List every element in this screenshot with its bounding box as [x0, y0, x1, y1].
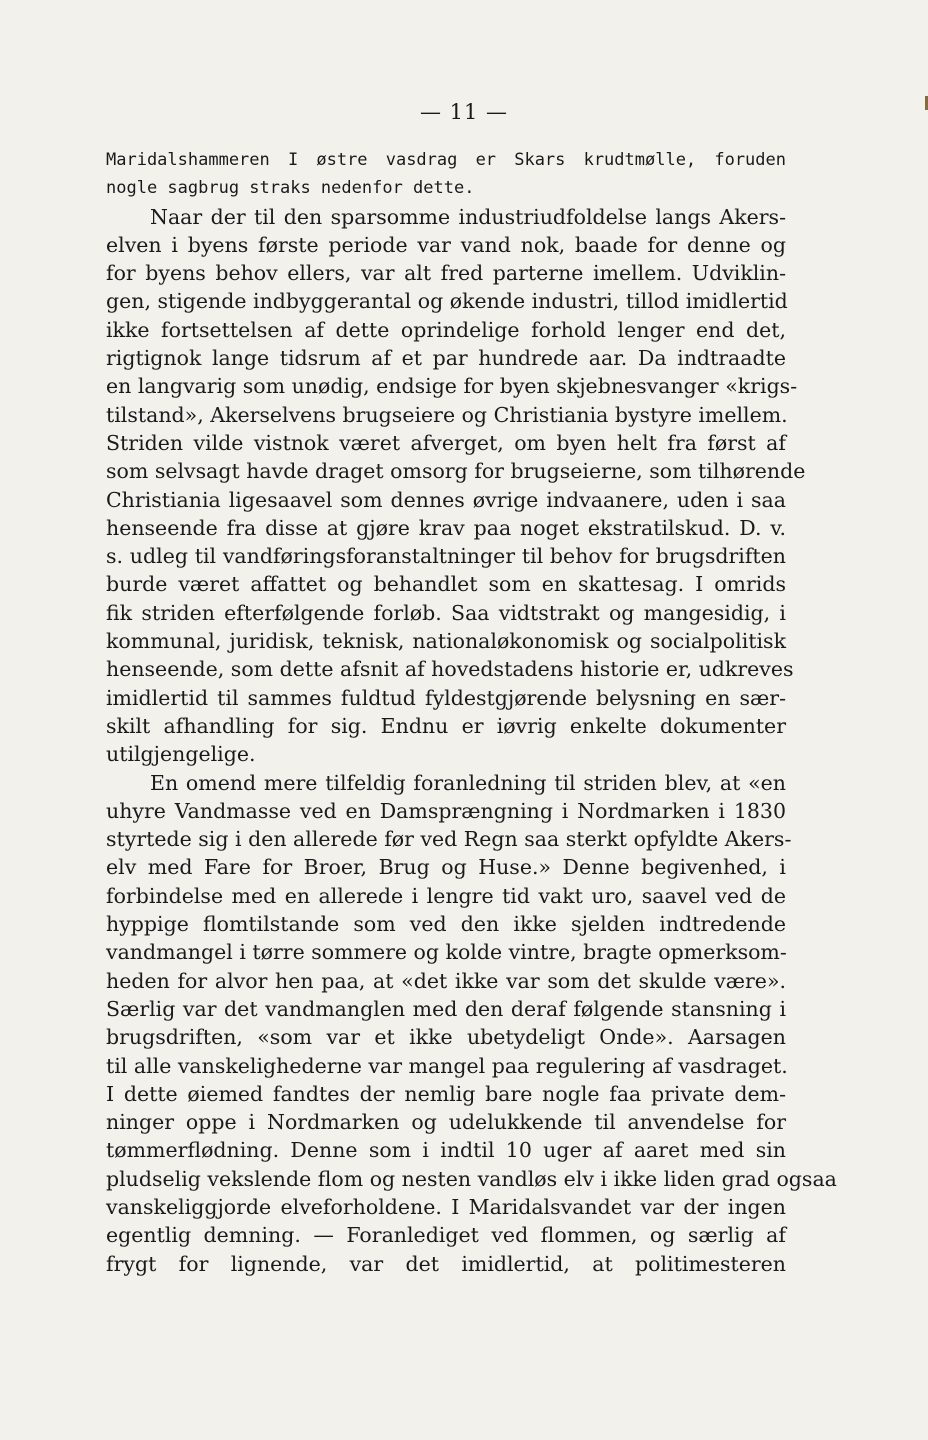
text-line: rigtignok lange tidsrum af et par hundrede aar. Da indtraadte — [106, 346, 786, 371]
text-line: Striden vilde vistnok været afverget, om byen helt fra først af — [106, 430, 786, 455]
text-line: henseende, som dette afsnit af hovedstadens historie er, udkreves — [106, 657, 794, 682]
text-line: I dette øiemed fandtes der nemlig bare nogle faa private dem- — [106, 1081, 786, 1106]
text-line: en langvarig som unødig, endsige for byen skjebnesvanger «krigs- — [106, 374, 798, 399]
text-line: hyppige flomtilstande som ved den ikke sjelden indtredende — [106, 912, 786, 937]
page-number: — 11 — — [419, 100, 509, 124]
text-line: burde været affattet og behandlet som en skattesag. I omrids — [106, 572, 786, 597]
text-line: uhyre Vandmasse ved en Damsprængning i Nordmarken i 1830 — [106, 798, 786, 823]
text-line: vandmangel i tørre sommere og kolde vintre, bragte opmerksom- — [106, 940, 787, 965]
text-line: En omend mere tilfeldig foranledning til striden blev, at «en — [150, 770, 786, 795]
body-text — [106, 146, 837, 1278]
text-line: Særlig var det vandmanglen med den deraf følgende stansning i — [106, 996, 786, 1021]
text-line: s. udleg til vandføringsforanstaltninger til behov for brugsdriften — [106, 544, 786, 569]
text-line: ninger oppe i Nordmarken og udelukkende til anvendelse for — [106, 1110, 786, 1135]
text-line: utilgjengelige. — [106, 742, 256, 767]
text-line: for byens behov ellers, var alt fred parterne imellem. Udviklin- — [106, 261, 786, 286]
text-line: imidlertid til sammes fuldtud fyldestgjørende belysning en sær- — [106, 685, 786, 710]
text-line: fik striden efterfølgende forløb. Saa vidtstrakt og mangesidig, i — [106, 600, 786, 625]
text-line: brugsdriften, «som var et ikke ubetydeligt Onde». Aarsagen — [106, 1025, 786, 1050]
text-line: pludselig vekslende flom og nesten vandløs elv i ikke liden grad ogsaa — [106, 1166, 837, 1191]
text-line: tømmerflødning. Denne som i indtil 10 uger af aaret med sin — [106, 1138, 786, 1163]
text-line: tilstand», Akerselvens brugseiere og Christiania bystyre imellem. — [106, 402, 788, 427]
text-line: heden for alvor hen paa, at «det ikke var som det skulde være». — [106, 968, 786, 993]
text-line: elven i byens første periode var vand nok, baade for denne og — [106, 232, 786, 257]
text-line: styrtede sig i den allerede før ved Regn saa sterkt opfyldte Akers- — [106, 827, 792, 852]
text-line: nogle sagbrug straks nedenfor dette. — [106, 178, 475, 199]
text-line: elv med Fare for Broer, Brug og Huse.» Denne begivenhed, i — [106, 855, 786, 880]
text-line: til alle vanskelighederne var mangel paa regulering af vasdraget. — [106, 1053, 788, 1078]
text-line: forbindelse med en allerede i lengre tid vakt uro, saavel ved de — [106, 883, 786, 908]
text-line: kommunal, juridisk, teknisk, nationaløkonomisk og socialpolitisk — [106, 629, 786, 654]
text-line: egentlig demning. — Foranlediget ved flommen, og særlig af — [106, 1223, 786, 1248]
text-line: vanskeliggjorde elveforholdene. I Maridalsvandet var der ingen — [106, 1194, 786, 1219]
text-line: Christiania ligesaavel som dennes øvrige indvaanere, uden i saa — [106, 487, 786, 512]
text-line: henseende fra disse at gjøre krav paa noget ekstratilskud. D. v. — [106, 515, 786, 540]
text-line: skilt afhandling for sig. Endnu er iøvrig enkelte dokumenter — [106, 713, 786, 738]
text-line: som selvsagt havde draget omsorg for brugseierne, som tilhørende — [106, 459, 806, 484]
text-line: frygt for lignende, var det imidlertid, at politimesteren — [106, 1251, 786, 1276]
text-line: Maridalshammeren I østre vasdrag er Skars krudtmølle, foruden — [106, 150, 786, 170]
text-line: ikke fortsettelsen af dette oprindelige forhold lenger end det, — [106, 317, 786, 342]
text-line: Naar der til den sparsomme industriudfoldelse langs Akers- — [150, 204, 786, 229]
text-line: gen, stigende indbyggerantal og økende industri, tillod imidlertid — [106, 289, 788, 314]
